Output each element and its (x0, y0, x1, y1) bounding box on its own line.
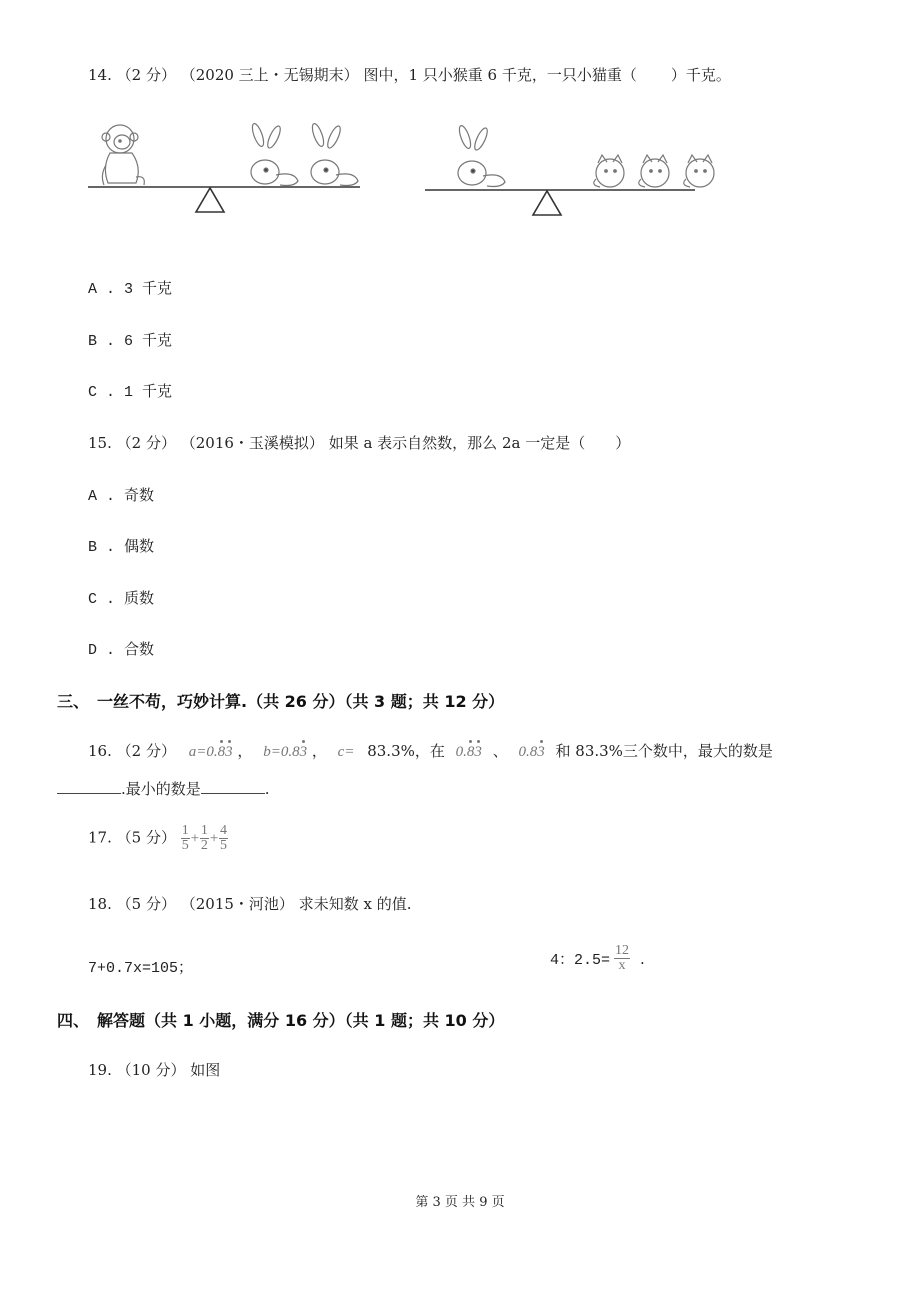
q15-line (88, 432, 630, 453)
option-text: 6 千克 (124, 333, 173, 350)
q16-tail: 和 83.3%三个数中，最大的数是 (555, 742, 773, 760)
left-balance (88, 122, 360, 212)
q14-option-c[interactable] (88, 380, 172, 401)
option-label: B . (88, 333, 116, 350)
q18-equation-2 (550, 944, 645, 973)
q17-number: 17. (88, 828, 112, 847)
q19-number: 19. (88, 1061, 112, 1079)
q17-score: （5 分） (116, 828, 176, 847)
q17-line (88, 824, 228, 853)
option-text: 质数 (124, 591, 155, 608)
q15-number: 15. (88, 434, 112, 452)
q16-b-repeating: 83 (292, 744, 307, 761)
q16-line2-end: . (264, 780, 270, 798)
q15-option-c[interactable] (88, 587, 154, 608)
q15-source: （2016・玉溪模拟） (180, 434, 324, 452)
q16-list-a-int: 0. (455, 744, 467, 760)
q19-line (88, 1059, 220, 1080)
option-label: A . (88, 488, 116, 505)
option-label: C . (88, 591, 116, 608)
rabbit-icon (457, 124, 505, 186)
q16-line-2 (57, 778, 270, 799)
q18-equation-1: 7+0.7x=105； (88, 960, 194, 977)
q15-score: （2 分） (116, 434, 176, 452)
right-balance (425, 124, 714, 215)
cat-icon (639, 155, 669, 187)
q16-line-1 (88, 740, 773, 761)
q16-eq: = (196, 744, 207, 760)
option-text: 奇数 (124, 488, 155, 505)
option-label: C . (88, 384, 116, 401)
q14-score: （2 分） (116, 66, 176, 84)
q17-fraction-1: $\frac{1}{5}$ (181, 823, 189, 853)
rabbit-icon (310, 122, 358, 185)
option-text: 1 千克 (124, 384, 173, 401)
q16-sep1: ， (237, 742, 253, 760)
section-4-heading: 四、 解答题（共 1 小题，满分 16 分）（共 1 题；共 10 分） (57, 1011, 505, 1030)
rabbit-icon (250, 122, 298, 185)
q17-plus-1: + (189, 830, 200, 847)
balance-figure (80, 115, 740, 225)
option-label: A . (88, 281, 116, 298)
q15-option-b[interactable] (88, 535, 154, 556)
q17-fraction-2: $\frac{1}{2}$ (200, 823, 208, 853)
q16-a-int: 0. (206, 744, 218, 760)
q18-number: 18. (88, 895, 112, 913)
q16-line2-mid: .最小的数是 (121, 780, 201, 798)
option-label: D . (88, 642, 116, 659)
q16-answer-blank-2[interactable] (201, 779, 265, 794)
q19-score: （10 分） (116, 1061, 186, 1079)
q18-stem: 求未知数 x 的值. (298, 895, 412, 913)
q16-list-b-int: 0. (518, 744, 530, 760)
q16-answer-blank-1[interactable] (57, 779, 121, 794)
q16-eq: = (270, 744, 281, 760)
q15-stem: 如果 a 表示自然数，那么 2a 一定是（ ） (328, 434, 631, 452)
q18-eq2-prefix: 4：2.5= (550, 952, 611, 969)
cat-icon (594, 155, 624, 187)
q16-eq: = (344, 744, 355, 760)
q16-b-int: 0. (280, 744, 293, 760)
q19-stem: 如图 (190, 1061, 221, 1079)
q16-score: （2 分） (116, 742, 176, 760)
q16-list-b-repeating: 83 (530, 744, 545, 761)
q15-option-d[interactable] (88, 638, 154, 659)
q16-a-var: a (188, 744, 197, 760)
q16-list-sep: 、 (492, 742, 508, 760)
monkey-icon (102, 125, 144, 185)
q16-c-var: c (337, 744, 345, 760)
section-3-heading: 三、 一丝不苟，巧妙计算.（共 26 分）（共 3 题；共 12 分） (57, 692, 505, 711)
q18-score: （5 分） (116, 895, 176, 913)
option-text: 3 千克 (124, 281, 173, 298)
page-footer: 第 3 页 共 9 页 (415, 1195, 505, 1210)
q14-number: 14. (88, 66, 112, 84)
q15-option-a[interactable] (88, 484, 154, 505)
q14-stem-prefix: 图中，1 只小猴重 6 千克，一只小猫重（ (363, 66, 637, 84)
q16-b-var: b (263, 744, 271, 760)
q17-fraction-3: $\frac{4}{5}$ (219, 823, 227, 853)
option-text: 偶数 (124, 539, 155, 556)
q14-option-a[interactable] (88, 277, 172, 298)
q16-list-a-repeating: 83 (467, 744, 482, 761)
q16-a-repeating: 83 (218, 744, 233, 761)
q14-stem-suffix: ）千克。 (670, 66, 731, 84)
q14-source: （2020 三上・无锡期末） (180, 66, 359, 84)
option-text: 合数 (124, 642, 155, 659)
cat-icon (684, 155, 714, 187)
q14-option-b[interactable] (88, 329, 172, 350)
q17-plus-2: + (208, 830, 219, 847)
q14-line (88, 64, 731, 85)
q18-eq2-fraction: $\frac{12}{x}$ (615, 943, 630, 973)
option-label: B . (88, 539, 116, 556)
q18-eq2-end: . (640, 949, 645, 968)
q16-c-value: 83.3%，在 (367, 742, 445, 760)
q16-sep2: ， (311, 742, 327, 760)
q18-source: （2015・河池） (180, 895, 294, 913)
q18-line (88, 893, 411, 914)
q16-number: 16. (88, 742, 112, 760)
